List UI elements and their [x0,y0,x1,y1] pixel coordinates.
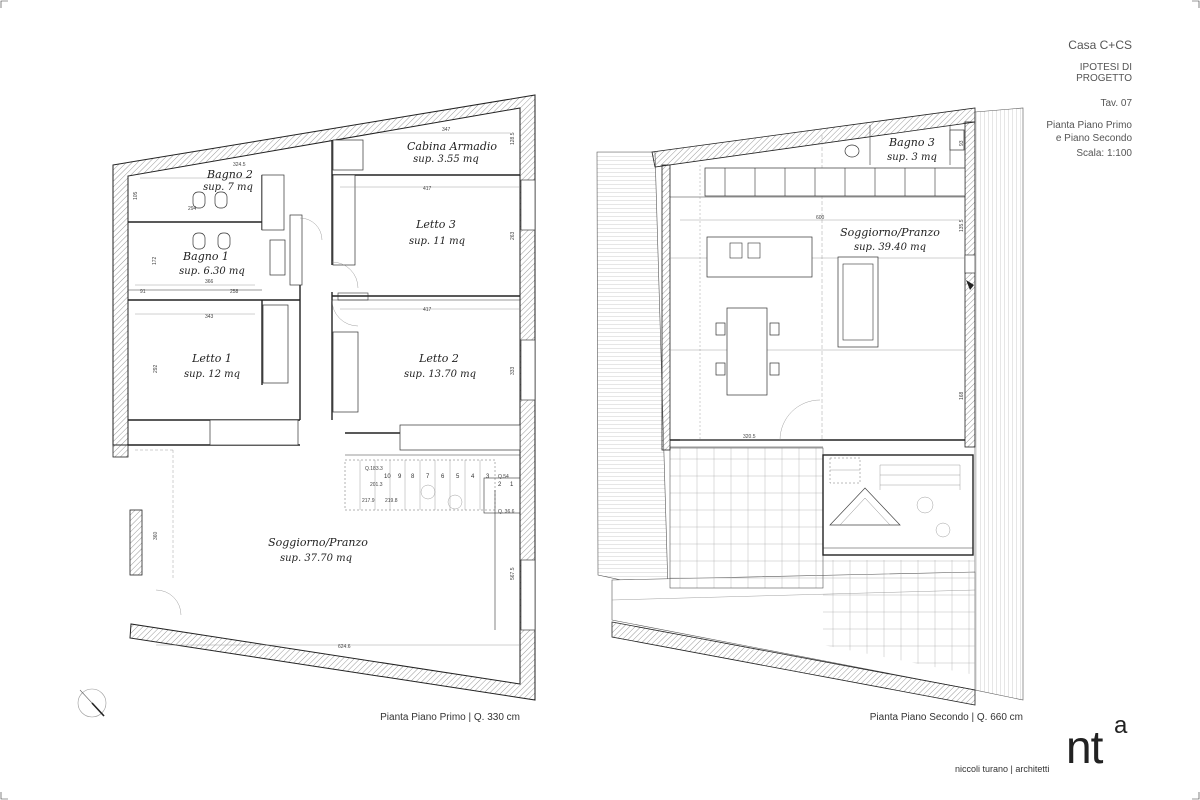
stair-step-number: 10 [384,474,391,480]
chair [716,323,725,335]
room-name-bagno-3: Bagno 3 [889,136,935,149]
second-floor-caption: Pianta Piano Secondo | Q. 660 cm [869,712,1023,723]
room-area-bagno-1: sup. 6.30 mq [179,266,245,277]
chair [770,363,779,375]
room-name-soggiorno-pranzo: Soggiorno/Pranzo [840,226,940,239]
chair [716,363,725,375]
roof-surface [597,152,668,590]
terrace-floor [670,448,823,588]
room-name-soggiorno-pranzo: Soggiorno/Pranzo [268,536,368,549]
room-area-cabina-armadio: sup. 3.55 mq [413,154,479,165]
room-name-cabina-armadio: Cabina Armadio [406,140,498,153]
stair-step-number: 9 [398,474,402,480]
second-floor-plan [597,108,1023,723]
door-swing [300,218,322,240]
north-arrow-icon [78,689,106,717]
bidet [218,233,230,249]
room-name-bagno-1: Bagno 1 [183,250,229,263]
room-area-bagno-3: sup. 3 mq [887,152,937,163]
sheet-description-line-1: Pianta Piano Primo [1046,120,1132,131]
door-swing [780,400,820,440]
dining-table [727,308,767,395]
stair-step-number: 3 [486,474,490,480]
dimension-label: 135.5 [959,219,965,232]
kitchen-counter [705,168,965,196]
room-area-letto-1: sup. 12 mq [183,369,241,380]
toilet [845,145,859,157]
stair-step-number: 7 [426,474,430,480]
dimension-label: 168 [959,391,965,400]
room-area-letto-3: sup. 11 mq [408,236,466,247]
wardrobe [333,332,358,412]
dimension-label: 217.9 [362,498,375,504]
stair-step-number: 5 [456,474,460,480]
room-area-soggiorno-pranzo: sup. 37.70 mq [279,553,353,564]
outer-wall [113,95,535,700]
window [521,340,535,400]
studio-name: niccoli turano | architetti [955,764,1050,774]
bidet [215,192,227,208]
room-area-bagno-2: sup. 7 mq [203,182,253,193]
dimension-label: Q. 36.6 [498,509,515,515]
chair [770,323,779,335]
dimension-label: 417 [423,186,432,192]
cabinet [262,175,284,230]
room-area-soggiorno-pranzo: sup. 39.40 mq [853,242,927,253]
dimension-label: 360 [153,531,159,540]
studio-logo: nt [1066,721,1103,773]
dimension-label: 624.6 [338,644,351,650]
stair-step-number: 1 [510,482,514,488]
project-title: Casa C+CS [1068,38,1132,52]
shower [270,240,285,275]
dimension-label: 91 [140,289,146,295]
sheet-scale: Scala: 1:100 [1076,148,1132,159]
dimension-label: 105 [133,191,139,200]
window [521,560,535,630]
dimension-label: 93 [959,140,965,146]
dimension-label: 417 [423,307,432,313]
wardrobe [263,305,288,383]
dimension-label: 294 [188,206,197,212]
dimension-label: 258 [230,289,239,295]
sofa [838,257,878,347]
stair-step-number: 8 [411,474,415,480]
window [521,180,535,230]
room-name-bagno-2: Bagno 2 [207,168,253,181]
wardrobe [210,420,298,445]
dimension-label: Q.54 [498,474,509,480]
sheet-number: Tav. 07 [1100,98,1132,109]
dimension-label: 324.5 [233,162,246,168]
sink [950,130,964,150]
dimension-label: 343 [205,314,214,320]
table-round [421,485,435,499]
room-name-letto-3: Letto 3 [416,218,456,231]
dimension-label: 567.5 [510,567,516,580]
wardrobe [333,175,355,265]
dimension-label: 320.5 [743,434,756,440]
dimension-label: 172 [152,256,158,265]
dimension-label: 128.5 [510,132,516,145]
dimension-label: 263 [510,231,516,240]
stair-step-number: 2 [498,482,502,488]
window-jamb [130,510,142,575]
stair-step-number: 4 [471,474,475,480]
sheet-description-line-2: e Piano Secondo [1055,133,1132,144]
dimension-label: 292 [153,364,159,373]
wardrobe [400,425,520,450]
dimension-label: 219.8 [385,498,398,504]
dimension-label: 347 [442,127,451,133]
dimension-label: 366 [205,279,214,285]
subtitle-line-1: IPOTESI DI [1079,62,1132,73]
dimension-label: Q.183.3 [365,466,383,472]
dimension-label: 333 [510,366,516,375]
staircase [823,455,973,555]
room-name-letto-1: Letto 1 [192,352,232,365]
room-name-letto-2: Letto 2 [419,352,459,365]
first-floor-caption: Pianta Piano Primo | Q. 330 cm [380,712,520,723]
subtitle-line-2: PROGETTO [1076,73,1132,84]
roof-surface [975,108,1023,700]
studio-logo-superscript: a [1114,712,1128,739]
dimension-label: 201.3 [370,482,383,488]
toilet [193,233,205,249]
stair-step-number: 6 [441,474,445,480]
room-area-letto-2: sup. 13.70 mq [403,369,477,380]
first-floor-plan [113,95,535,723]
dimension-label: 600 [816,215,825,221]
